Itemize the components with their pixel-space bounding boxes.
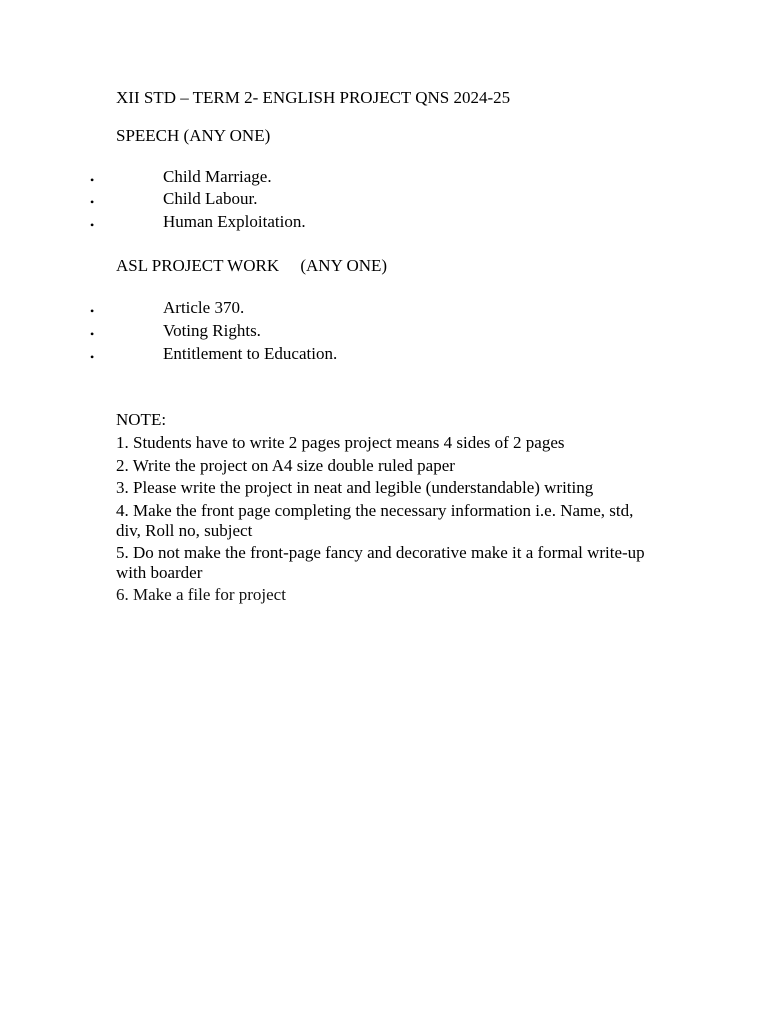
- bullet-icon: •: [90, 195, 95, 209]
- note-item: 5. Do not make the front-page fancy and decorative make it a formal write-up with boarder: [116, 543, 645, 582]
- asl-list-item: [0, 320, 768, 342]
- asl-item-label: Article 370.: [163, 298, 245, 317]
- asl-item-label: Entitlement to Education.: [163, 344, 338, 363]
- asl-list-item: [0, 343, 768, 365]
- speech-list-item: [0, 211, 768, 233]
- document-title: XII STD – TERM 2- ENGLISH PROJECT QNS 2024-25: [116, 88, 511, 107]
- speech-item-label: Human Exploitation.: [163, 212, 306, 231]
- note-item: 3. Please write the project in neat and legible (understandable) writing: [116, 478, 594, 497]
- speech-list-item: [0, 188, 768, 210]
- note-item: 6. Make a file for project: [116, 585, 286, 604]
- asl-list-item: [0, 297, 768, 319]
- bullet-icon: •: [90, 218, 95, 232]
- bullet-icon: •: [90, 327, 95, 341]
- note-item: 4. Make the front page completing the necessary information i.e. Name, std, div, Roll no, subject: [116, 501, 634, 540]
- bullet-icon: •: [90, 304, 95, 318]
- bullet-icon: •: [90, 350, 95, 364]
- asl-item-label: Voting Rights.: [163, 321, 261, 340]
- note-heading: NOTE:: [116, 410, 167, 429]
- asl-heading: ASL PROJECT WORK (ANY ONE): [116, 256, 388, 275]
- speech-item-label: Child Marriage.: [163, 167, 272, 186]
- note-item: 2. Write the project on A4 size double ruled paper: [116, 456, 455, 475]
- speech-list-item: [0, 166, 768, 188]
- bullet-icon: •: [90, 173, 95, 187]
- speech-item-label: Child Labour.: [163, 189, 258, 208]
- speech-heading: SPEECH (ANY ONE): [116, 126, 271, 145]
- note-item: 1. Students have to write 2 pages project means 4 sides of 2 pages: [116, 433, 565, 452]
